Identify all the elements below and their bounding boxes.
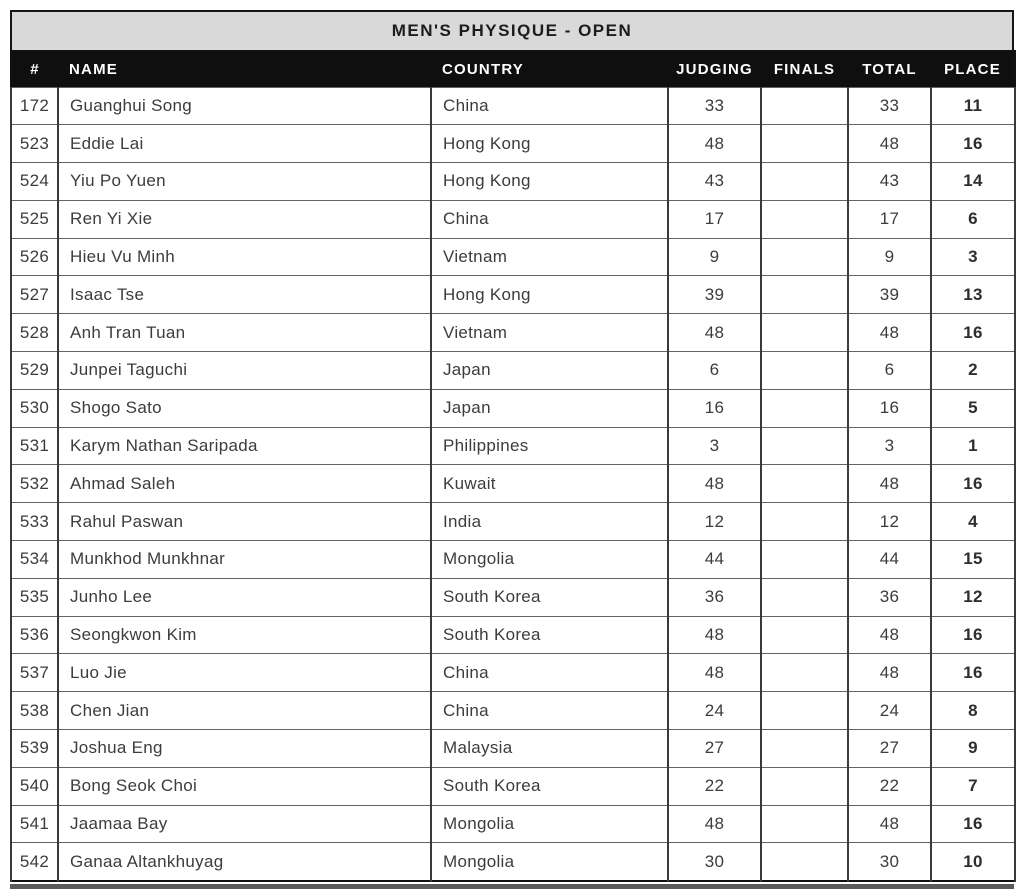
cell-country: Mongolia (431, 805, 668, 843)
cell-judging-score: 6 (668, 352, 761, 390)
cell-total-score: 39 (848, 276, 931, 314)
cell-judging-score: 27 (668, 730, 761, 768)
table-row (11, 503, 1015, 541)
cell-country: Hong Kong (431, 276, 668, 314)
cell-country: Japan (431, 352, 668, 390)
cell-finals-score (761, 541, 848, 579)
table-row (11, 276, 1015, 314)
cell-competitor-number: 536 (11, 616, 58, 654)
cell-finals-score (761, 805, 848, 843)
table-row (11, 200, 1015, 238)
cell-name: Shogo Sato (58, 389, 431, 427)
cell-finals-score (761, 125, 848, 163)
cell-name: Joshua Eng (58, 730, 431, 768)
cell-finals-score (761, 163, 848, 201)
cell-name: Isaac Tse (58, 276, 431, 314)
cell-finals-score (761, 352, 848, 390)
table-row (11, 654, 1015, 692)
cell-name: Eddie Lai (58, 125, 431, 163)
cell-country: India (431, 503, 668, 541)
cell-place: 3 (931, 238, 1015, 276)
cell-competitor-number: 538 (11, 692, 58, 730)
cell-total-score: 48 (848, 314, 931, 352)
cell-country: Hong Kong (431, 163, 668, 201)
cell-judging-score: 17 (668, 200, 761, 238)
cell-judging-score: 43 (668, 163, 761, 201)
table-row (11, 87, 1015, 125)
cell-judging-score: 36 (668, 578, 761, 616)
cell-finals-score (761, 578, 848, 616)
table-row (11, 692, 1015, 730)
cell-place: 16 (931, 465, 1015, 503)
cell-country: South Korea (431, 616, 668, 654)
cell-place: 10 (931, 843, 1015, 881)
cell-name: Hieu Vu Minh (58, 238, 431, 276)
cell-total-score: 48 (848, 465, 931, 503)
cell-place: 12 (931, 578, 1015, 616)
cell-country: Mongolia (431, 843, 668, 881)
cell-country: Vietnam (431, 238, 668, 276)
cell-total-score: 24 (848, 692, 931, 730)
header-row (11, 51, 1015, 87)
cell-country: South Korea (431, 767, 668, 805)
cell-name: Ganaa Altankhuyag (58, 843, 431, 881)
cell-name: Luo Jie (58, 654, 431, 692)
cell-competitor-number: 540 (11, 767, 58, 805)
cell-place: 16 (931, 805, 1015, 843)
table-row (11, 578, 1015, 616)
cell-competitor-number: 524 (11, 163, 58, 201)
cell-name: Yiu Po Yuen (58, 163, 431, 201)
cell-place: 1 (931, 427, 1015, 465)
cell-country: Japan (431, 389, 668, 427)
cell-total-score: 44 (848, 541, 931, 579)
table-row (11, 389, 1015, 427)
table-row (11, 238, 1015, 276)
cell-competitor-number: 535 (11, 578, 58, 616)
cell-country: Kuwait (431, 465, 668, 503)
table-row (11, 541, 1015, 579)
cell-judging-score: 39 (668, 276, 761, 314)
cell-competitor-number: 541 (11, 805, 58, 843)
cell-finals-score (761, 692, 848, 730)
cell-place: 4 (931, 503, 1015, 541)
column-header-place: PLACE (931, 51, 1015, 87)
cell-finals-score (761, 843, 848, 881)
table-row (11, 843, 1015, 881)
cell-name: Junho Lee (58, 578, 431, 616)
table-body (11, 87, 1015, 881)
cell-name: Ahmad Saleh (58, 465, 431, 503)
cell-judging-score: 33 (668, 87, 761, 125)
cell-total-score: 43 (848, 163, 931, 201)
column-header-number: # (11, 51, 58, 87)
cell-competitor-number: 531 (11, 427, 58, 465)
table-row (11, 352, 1015, 390)
cell-place: 7 (931, 767, 1015, 805)
cell-finals-score (761, 730, 848, 768)
cell-total-score: 33 (848, 87, 931, 125)
cell-country: Hong Kong (431, 125, 668, 163)
cell-name: Bong Seok Choi (58, 767, 431, 805)
cell-name: Karym Nathan Saripada (58, 427, 431, 465)
cell-judging-score: 22 (668, 767, 761, 805)
cell-judging-score: 48 (668, 616, 761, 654)
cell-total-score: 30 (848, 843, 931, 881)
table-row (11, 465, 1015, 503)
cell-finals-score (761, 314, 848, 352)
cell-place: 14 (931, 163, 1015, 201)
table-row (11, 125, 1015, 163)
cell-total-score: 3 (848, 427, 931, 465)
table-row (11, 805, 1015, 843)
cell-judging-score: 48 (668, 125, 761, 163)
column-header-name: NAME (58, 51, 431, 87)
cell-country: Malaysia (431, 730, 668, 768)
cell-judging-score: 12 (668, 503, 761, 541)
cell-finals-score (761, 87, 848, 125)
cell-place: 6 (931, 200, 1015, 238)
table-row (11, 767, 1015, 805)
column-header-finals: FINALS (761, 51, 848, 87)
column-header-judging: JUDGING (668, 51, 761, 87)
cell-finals-score (761, 238, 848, 276)
cell-total-score: 48 (848, 654, 931, 692)
cell-place: 11 (931, 87, 1015, 125)
cell-country: South Korea (431, 578, 668, 616)
cell-name: Munkhod Munkhnar (58, 541, 431, 579)
cell-place: 13 (931, 276, 1015, 314)
cell-judging-score: 44 (668, 541, 761, 579)
scorecard (10, 10, 1014, 889)
cell-place: 16 (931, 616, 1015, 654)
cell-competitor-number: 533 (11, 503, 58, 541)
cell-judging-score: 3 (668, 427, 761, 465)
column-header-total: TOTAL (848, 51, 931, 87)
cell-judging-score: 24 (668, 692, 761, 730)
cell-finals-score (761, 389, 848, 427)
cell-name: Anh Tran Tuan (58, 314, 431, 352)
cell-total-score: 27 (848, 730, 931, 768)
cell-name: Rahul Paswan (58, 503, 431, 541)
cell-finals-score (761, 503, 848, 541)
cell-total-score: 6 (848, 352, 931, 390)
cell-name: Chen Jian (58, 692, 431, 730)
cell-total-score: 16 (848, 389, 931, 427)
cell-country: Vietnam (431, 314, 668, 352)
cell-competitor-number: 532 (11, 465, 58, 503)
cell-competitor-number: 539 (11, 730, 58, 768)
cell-place: 15 (931, 541, 1015, 579)
cell-competitor-number: 527 (11, 276, 58, 314)
cell-name: Jaamaa Bay (58, 805, 431, 843)
cell-competitor-number: 530 (11, 389, 58, 427)
cell-competitor-number: 172 (11, 87, 58, 125)
cell-finals-score (761, 767, 848, 805)
cell-judging-score: 48 (668, 654, 761, 692)
cell-country: China (431, 200, 668, 238)
cell-country: China (431, 692, 668, 730)
cell-place: 16 (931, 314, 1015, 352)
column-header-country: COUNTRY (431, 51, 668, 87)
cell-total-score: 48 (848, 616, 931, 654)
cell-name: Guanghui Song (58, 87, 431, 125)
cell-competitor-number: 523 (11, 125, 58, 163)
cell-total-score: 48 (848, 805, 931, 843)
cell-finals-score (761, 427, 848, 465)
cell-place: 9 (931, 730, 1015, 768)
cell-total-score: 48 (848, 125, 931, 163)
cell-judging-score: 9 (668, 238, 761, 276)
cell-judging-score: 48 (668, 805, 761, 843)
cell-judging-score: 16 (668, 389, 761, 427)
cell-competitor-number: 529 (11, 352, 58, 390)
cell-finals-score (761, 200, 848, 238)
cell-competitor-number: 542 (11, 843, 58, 881)
cell-place: 16 (931, 125, 1015, 163)
cell-competitor-number: 534 (11, 541, 58, 579)
cell-finals-score (761, 654, 848, 692)
cell-country: Philippines (431, 427, 668, 465)
cell-name: Seongkwon Kim (58, 616, 431, 654)
cell-finals-score (761, 465, 848, 503)
table-row (11, 163, 1015, 201)
cell-competitor-number: 525 (11, 200, 58, 238)
cell-total-score: 36 (848, 578, 931, 616)
cell-place: 2 (931, 352, 1015, 390)
cell-name: Junpei Taguchi (58, 352, 431, 390)
cell-judging-score: 48 (668, 314, 761, 352)
table-row (11, 427, 1015, 465)
cell-name: Ren Yi Xie (58, 200, 431, 238)
cell-country: China (431, 654, 668, 692)
table-header (11, 51, 1015, 87)
cell-judging-score: 48 (668, 465, 761, 503)
cell-total-score: 9 (848, 238, 931, 276)
cell-competitor-number: 526 (11, 238, 58, 276)
cell-place: 8 (931, 692, 1015, 730)
cell-competitor-number: 528 (11, 314, 58, 352)
cell-country: Mongolia (431, 541, 668, 579)
cell-total-score: 17 (848, 200, 931, 238)
table-row (11, 730, 1015, 768)
results-table (10, 50, 1016, 882)
cell-finals-score (761, 616, 848, 654)
cell-judging-score: 30 (668, 843, 761, 881)
cell-competitor-number: 537 (11, 654, 58, 692)
cell-place: 5 (931, 389, 1015, 427)
cell-finals-score (761, 276, 848, 314)
table-row (11, 314, 1015, 352)
table-row (11, 616, 1015, 654)
cell-place: 16 (931, 654, 1015, 692)
cell-total-score: 22 (848, 767, 931, 805)
cell-total-score: 12 (848, 503, 931, 541)
page-title: MEN'S PHYSIQUE - OPEN (10, 10, 1014, 50)
cell-country: China (431, 87, 668, 125)
